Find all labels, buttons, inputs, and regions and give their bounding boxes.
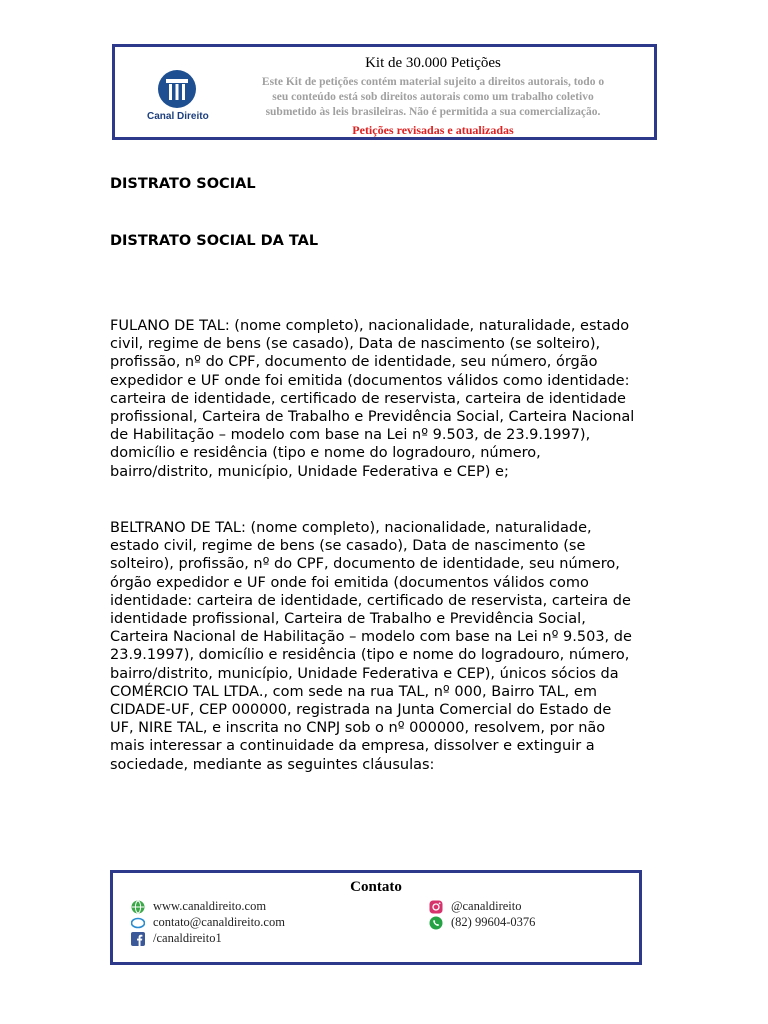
contact-facebook[interactable] bbox=[131, 931, 222, 946]
whatsapp-text: (82) 99604-0376 bbox=[451, 915, 536, 929]
facebook-icon bbox=[131, 932, 145, 946]
contact-whatsapp[interactable] bbox=[429, 915, 535, 930]
paragraph-beltrano: BELTRANO DE TAL: (nome completo), nacionalidade, naturalidade, estado civil, regime de bens (se casado), Data de nascimento (se solteiro), profissão, nº do CPF, documento de identidade, seu número, órgão expedidor e UF onde foi emitida (documentos válidos como identidade: carteira de identidade, certificado de reservista, carteira de identidade profissional, Carteira de Trabalho e Previdência Social, Carteira Nacional de Habilitação – modelo com base na Lei nº 9.503, de 23.9.1997), domicílio e residência (tipo e nome do logradouro, número, bairro/distrito, município, Unidade Federativa e CEP), únicos sócios da COMÉRCIO TAL LTDA., com sede na rua TAL, nº 000, Bairro TAL, em CIDADE-UF, CEP 000000, registrada na Junta Comercial do Estado de UF, NIRE TAL, e inscrita no CNPJ sob o nº 000000, resolvem, por não mais interessar a continuidade da empresa, dissolver e extinguir a sociedade, mediante as seguintes cláusulas: bbox=[110, 520, 632, 773]
notice-line: Este Kit de petições contém material sujeito a direitos autorais, todo o bbox=[261, 76, 605, 88]
email-text: contato@canaldireito.com bbox=[153, 915, 285, 929]
instagram-icon bbox=[429, 900, 443, 914]
notice-line: seu conteúdo está sob direitos autorais como um trabalho coletivo bbox=[272, 91, 594, 103]
paragraph-fulano: FULANO DE TAL: (nome completo), nacionalidade, naturalidade, estado civil, regime de bens (se casado), Data de nascimento (se solteiro), profissão, nº do CPF, documento de identidade, seu número, órgão expedidor e UF onde foi emitida (documentos válidos como identidade: carteira de identidade, certificado de reservista, carteira de identidade profissional, Carteira de Trabalho e Previdência Social, Carteira Nacional de Habilitação – modelo com base na Lei nº 9.503, de 23.9.1997), domicílio e residência (tipo e nome do logradouro, número, bairro/distrito, município, Unidade Federativa e CEP) e; bbox=[110, 318, 635, 480]
document-subheading: DISTRATO SOCIAL DA TAL bbox=[110, 233, 319, 249]
whatsapp-icon bbox=[429, 916, 443, 930]
column-logo-icon bbox=[157, 69, 197, 109]
website-text: www.canaldireito.com bbox=[153, 899, 267, 913]
contact-instagram[interactable] bbox=[429, 899, 522, 914]
canal-direito-logo bbox=[147, 69, 207, 122]
logo-text: Canal Direito bbox=[147, 111, 209, 122]
contact-box bbox=[110, 870, 642, 965]
reviewed-tagline: Petições revisadas e atualizadas bbox=[352, 123, 514, 137]
email-icon bbox=[131, 916, 145, 930]
header-banner bbox=[112, 44, 657, 140]
facebook-text: /canaldireito1 bbox=[153, 931, 222, 945]
instagram-text: @canaldireito bbox=[451, 899, 522, 913]
notice-line: submetido às leis brasileiras. Não é permitida a sua comercialização. bbox=[265, 106, 601, 118]
copyright-notice bbox=[217, 75, 649, 120]
contact-email[interactable] bbox=[131, 915, 285, 930]
document-heading: DISTRATO SOCIAL bbox=[110, 176, 256, 192]
contact-website[interactable] bbox=[131, 899, 266, 914]
contact-title: Contato bbox=[350, 879, 402, 895]
kit-title: Kit de 30.000 Petições bbox=[365, 55, 501, 71]
globe-icon bbox=[131, 900, 145, 914]
